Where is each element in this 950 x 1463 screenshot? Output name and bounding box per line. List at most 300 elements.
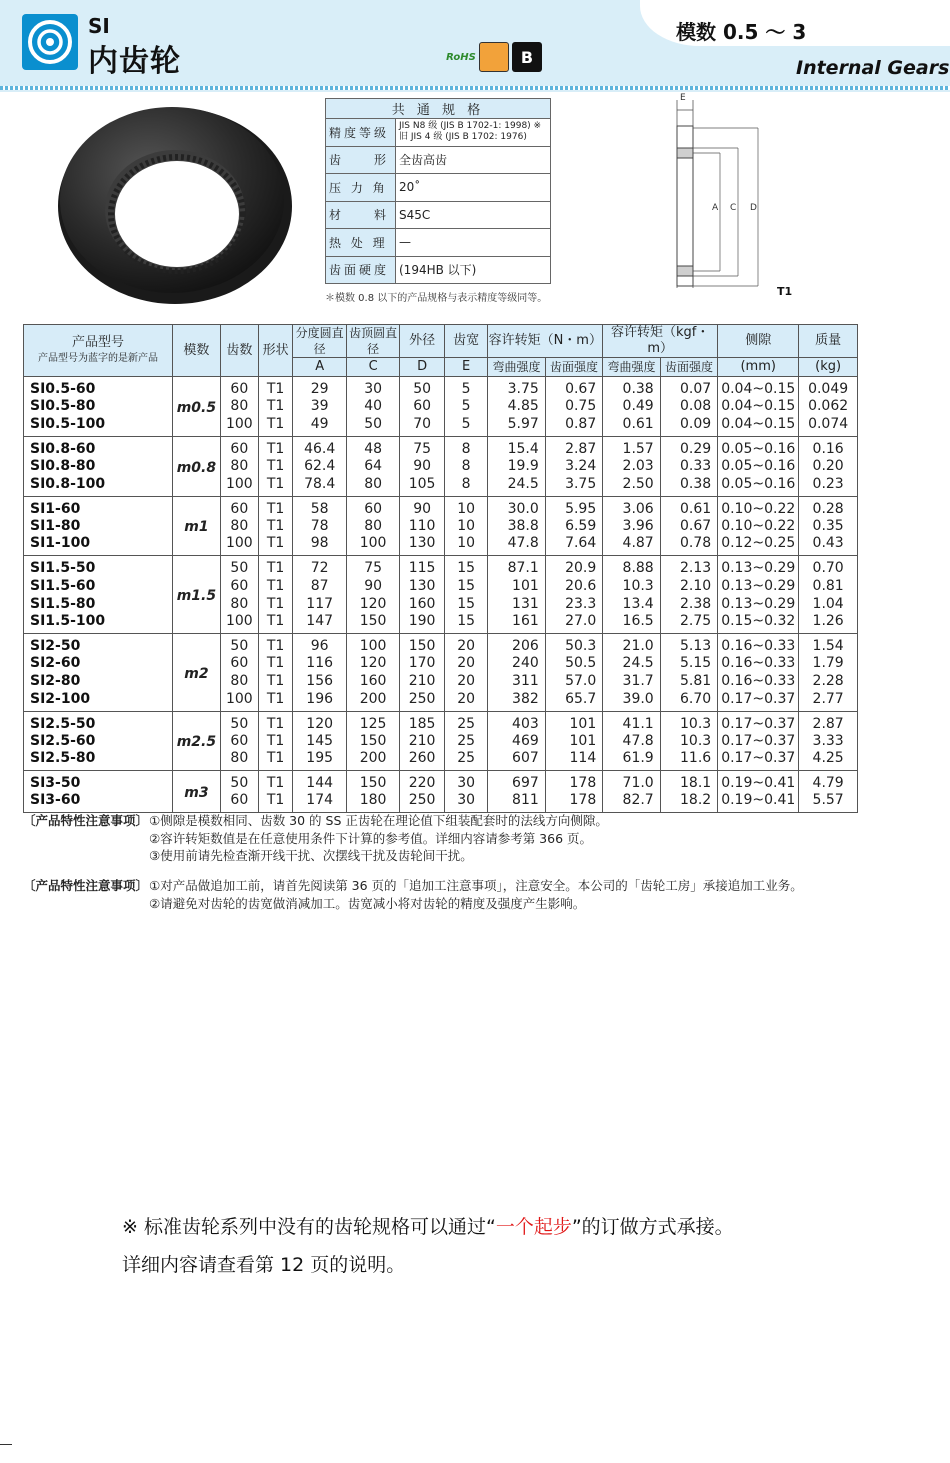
table-cell: 8 (444, 458, 487, 476)
table-cell: 0.70 (799, 556, 858, 578)
table-cell: 1.57 (603, 436, 660, 458)
table-cell: 23.3 (545, 595, 602, 613)
table-cell: 0.16~0.33 (718, 673, 799, 691)
table-cell: 8 (444, 476, 487, 497)
table-cell: T1 (258, 655, 293, 673)
table-row (24, 750, 858, 771)
table-cell: 101 (545, 711, 602, 733)
table-cell: 15.4 (488, 436, 545, 458)
col-model-label: 产品型号 (71, 334, 124, 350)
table-cell: 18.2 (660, 792, 717, 813)
table-cell: 101 (545, 733, 602, 751)
table-cell: 0.20 (799, 458, 858, 476)
col-tip: 齿顶圆直径 (346, 325, 399, 358)
table-cell: 2.50 (603, 476, 660, 497)
table-cell: 80 (346, 518, 399, 536)
table-cell: 115 (400, 556, 445, 578)
table-cell: 130 (400, 535, 445, 556)
module-cell: m3 (172, 771, 220, 813)
table-cell: T1 (258, 771, 293, 793)
spec-key: 压 力 角 (326, 174, 396, 202)
table-cell: 71.0 (603, 771, 660, 793)
table-cell: T1 (258, 633, 293, 655)
table-cell: 5 (444, 398, 487, 416)
table-cell: 178 (545, 792, 602, 813)
table-cell: 100 (220, 416, 258, 437)
table-row (24, 673, 858, 691)
table-cell: 206 (488, 633, 545, 655)
table-cell: 130 (400, 577, 445, 595)
table-cell: 2.10 (660, 577, 717, 595)
col-model-note: 产品型号为蓝字的是新产品 (37, 352, 158, 364)
table-cell: 200 (346, 750, 399, 771)
table-cell: 0.10~0.22 (718, 518, 799, 536)
table-cell: 29 (293, 377, 347, 399)
model-cell: SI1.5-60 (24, 577, 173, 595)
table-cell: 20.6 (545, 577, 602, 595)
dim-label-e: E (680, 93, 686, 103)
table-cell: 58 (293, 496, 347, 518)
table-cell: 50.5 (545, 655, 602, 673)
model-cell: SI1-100 (24, 535, 173, 556)
table-cell: 100 (220, 535, 258, 556)
table-cell: 4.85 (488, 398, 545, 416)
model-cell: SI0.8-60 (24, 436, 173, 458)
table-cell: 2.77 (799, 691, 858, 712)
table-cell: 0.38 (603, 377, 660, 399)
table-cell: 147 (293, 613, 347, 634)
col-mass: 质量 (799, 325, 858, 358)
table-cell: 0.13~0.29 (718, 595, 799, 613)
table-cell: 210 (400, 733, 445, 751)
table-cell: 27.0 (545, 613, 602, 634)
table-cell: 0.19~0.41 (718, 771, 799, 793)
table-cell: 0.17~0.37 (718, 691, 799, 712)
table-cell: 0.49 (603, 398, 660, 416)
product-table-body (24, 377, 858, 813)
b-mark-icon: B (512, 42, 542, 72)
table-cell: 11.6 (660, 750, 717, 771)
table-cell: 0.12~0.25 (718, 535, 799, 556)
table-cell: 150 (346, 733, 399, 751)
table-cell: 0.05~0.16 (718, 458, 799, 476)
type-label: T1 (777, 285, 793, 298)
col-teeth: 齿数 (220, 325, 258, 377)
table-row (24, 535, 858, 556)
table-cell: 0.049 (799, 377, 858, 399)
table-cell: T1 (258, 518, 293, 536)
header-divider (0, 86, 950, 90)
table-cell: T1 (258, 436, 293, 458)
table-cell: 0.43 (799, 535, 858, 556)
gear-photo (50, 98, 300, 308)
table-cell: 3.33 (799, 733, 858, 751)
table-cell: 30 (444, 771, 487, 793)
col-surface-kgf: 齿面强度 (660, 358, 717, 377)
table-cell: 0.09 (660, 416, 717, 437)
table-cell: T1 (258, 613, 293, 634)
table-cell: 10.3 (660, 711, 717, 733)
spec-value: JIS N8 级 (JIS B 1702-1: 1998) ※ 旧 JIS 4 级 (JIS B 1702: 1976) (396, 119, 551, 147)
table-cell: 250 (400, 792, 445, 813)
spec-value: 全齿高齿 (396, 146, 551, 174)
table-cell: 61.9 (603, 750, 660, 771)
table-cell: 2.28 (799, 673, 858, 691)
table-cell: 5.97 (488, 416, 545, 437)
module-cell: m2 (172, 633, 220, 711)
model-cell: SI1.5-50 (24, 556, 173, 578)
note-line: ③使用前请先检查渐开线干扰、次摆线干扰及齿轮间干扰。 (149, 848, 473, 863)
table-cell: 105 (400, 476, 445, 497)
table-cell: 80 (346, 476, 399, 497)
table-cell: 87.1 (488, 556, 545, 578)
table-cell: 0.04~0.15 (718, 398, 799, 416)
table-cell: 5.81 (660, 673, 717, 691)
table-cell: 469 (488, 733, 545, 751)
table-cell: 5.13 (660, 633, 717, 655)
table-cell: 100 (220, 613, 258, 634)
table-cell: 100 (220, 691, 258, 712)
spec-key: 材 料 (326, 201, 396, 229)
table-cell: 50 (400, 377, 445, 399)
table-cell: 60 (220, 655, 258, 673)
table-cell: 0.87 (545, 416, 602, 437)
table-cell: T1 (258, 595, 293, 613)
table-cell: 87 (293, 577, 347, 595)
table-cell: 160 (400, 595, 445, 613)
table-row (24, 476, 858, 497)
table-cell: T1 (258, 691, 293, 712)
table-cell: 5.15 (660, 655, 717, 673)
model-cell: SI0.5-60 (24, 377, 173, 399)
table-cell: 0.35 (799, 518, 858, 536)
table-cell: 210 (400, 673, 445, 691)
badge-row (446, 42, 542, 72)
table-cell: 131 (488, 595, 545, 613)
table-cell: 0.33 (660, 458, 717, 476)
spec-value: S45C (396, 201, 551, 229)
spec-key: 热 处 理 (326, 229, 396, 257)
table-cell: 178 (545, 771, 602, 793)
table-cell: 0.16 (799, 436, 858, 458)
table-cell: T1 (258, 458, 293, 476)
table-cell: 90 (400, 496, 445, 518)
table-cell: 41.1 (603, 711, 660, 733)
table-cell: 0.13~0.29 (718, 577, 799, 595)
table-cell: 101 (488, 577, 545, 595)
table-cell: 200 (346, 691, 399, 712)
table-cell: 811 (488, 792, 545, 813)
table-cell: 2.75 (660, 613, 717, 634)
table-row (24, 711, 858, 733)
footer-text: ※ 标准齿轮系列中没有的齿轮规格可以通过“ (122, 1216, 496, 1238)
table-row (24, 771, 858, 793)
table-cell: T1 (258, 476, 293, 497)
table-cell: 180 (346, 792, 399, 813)
table-cell: 20 (444, 633, 487, 655)
footer-line-2: 详细内容请查看第 12 页的说明。 (122, 1254, 406, 1276)
table-cell: 72 (293, 556, 347, 578)
table-row (24, 633, 858, 655)
table-cell: 39.0 (603, 691, 660, 712)
col-module: 模数 (172, 325, 220, 377)
model-cell: SI0.5-80 (24, 398, 173, 416)
product-table (23, 324, 858, 813)
common-spec-table (325, 98, 551, 284)
table-cell: 47.8 (488, 535, 545, 556)
module-cell: m0.5 (172, 377, 220, 437)
table-cell: 116 (293, 655, 347, 673)
table-cell: 30.0 (488, 496, 545, 518)
col-backlash-unit: (mm) (718, 358, 799, 377)
table-cell: T1 (258, 556, 293, 578)
model-cell: SI2-100 (24, 691, 173, 712)
note-line: ②容许转矩数值是在任意使用条件下计算的参考值。详细内容请参考第 366 页。 (149, 830, 593, 846)
table-cell: 145 (293, 733, 347, 751)
col-mass-unit: (kg) (799, 358, 858, 377)
footer-highlight: 一个起步 (495, 1216, 572, 1238)
table-cell: 18.1 (660, 771, 717, 793)
table-cell: 0.074 (799, 416, 858, 437)
model-cell: SI2.5-80 (24, 750, 173, 771)
model-cell: SI3-60 (24, 792, 173, 813)
model-cell: SI2-60 (24, 655, 173, 673)
footer-note (122, 1208, 734, 1284)
table-row (24, 577, 858, 595)
table-row (24, 556, 858, 578)
table-cell: T1 (258, 398, 293, 416)
table-cell: 30 (444, 792, 487, 813)
model-cell: SI0.8-80 (24, 458, 173, 476)
table-cell: 50 (220, 711, 258, 733)
table-cell: 0.05~0.16 (718, 476, 799, 497)
table-cell: 65.7 (545, 691, 602, 712)
table-cell: 311 (488, 673, 545, 691)
table-row (24, 613, 858, 634)
model-cell: SI0.5-100 (24, 416, 173, 437)
table-cell: 0.13~0.29 (718, 556, 799, 578)
table-cell: 48 (346, 436, 399, 458)
table-row (24, 496, 858, 518)
col-shape: 形状 (258, 325, 293, 377)
table-cell: 0.16~0.33 (718, 633, 799, 655)
table-cell: T1 (258, 535, 293, 556)
table-cell: 120 (293, 711, 347, 733)
table-cell: 19.9 (488, 458, 545, 476)
table-row (24, 691, 858, 712)
table-cell: 96 (293, 633, 347, 655)
table-cell: 5.57 (799, 792, 858, 813)
table-cell: 8 (444, 436, 487, 458)
table-cell: T1 (258, 496, 293, 518)
table-cell: 80 (220, 750, 258, 771)
table-cell: 30 (346, 377, 399, 399)
table-cell: 20 (444, 655, 487, 673)
table-cell: 0.61 (603, 416, 660, 437)
footer-text: ”的订做方式承接。 (571, 1216, 734, 1238)
table-cell: 7.64 (545, 535, 602, 556)
col-torque-kgf: 容许转矩（kgf・m） (603, 325, 718, 358)
table-cell: 75 (400, 436, 445, 458)
table-cell: 10.3 (603, 577, 660, 595)
english-title: Internal Gears (796, 57, 950, 79)
table-cell: 50 (220, 556, 258, 578)
table-cell: 25 (444, 733, 487, 751)
table-cell: 0.67 (660, 518, 717, 536)
col-outer: 外径 (400, 325, 445, 358)
table-cell: 4.87 (603, 535, 660, 556)
table-cell: 40 (346, 398, 399, 416)
table-cell: 80 (220, 673, 258, 691)
table-cell: 0.17~0.37 (718, 750, 799, 771)
table-cell: 3.75 (545, 476, 602, 497)
col-bending-kgf: 弯曲强度 (603, 358, 660, 377)
table-cell: 78.4 (293, 476, 347, 497)
table-cell: 0.78 (660, 535, 717, 556)
table-cell: 60 (220, 436, 258, 458)
table-cell: 185 (400, 711, 445, 733)
table-cell: 6.70 (660, 691, 717, 712)
table-cell: T1 (258, 792, 293, 813)
table-cell: 78 (293, 518, 347, 536)
table-cell: 24.5 (603, 655, 660, 673)
table-cell: T1 (258, 750, 293, 771)
table-cell: 57.0 (545, 673, 602, 691)
table-cell: 8.88 (603, 556, 660, 578)
table-cell: 0.38 (660, 476, 717, 497)
series-code: SI (88, 14, 110, 38)
table-cell: 15 (444, 613, 487, 634)
table-cell: 80 (220, 595, 258, 613)
rohs-icon: RoHS (446, 51, 476, 63)
col-width-sym: E (444, 358, 487, 377)
table-cell: 382 (488, 691, 545, 712)
table-cell: 0.04~0.15 (718, 377, 799, 399)
table-cell: 2.38 (660, 595, 717, 613)
table-cell: T1 (258, 673, 293, 691)
footer-line-1 (122, 1208, 734, 1246)
table-cell: 3.96 (603, 518, 660, 536)
table-cell: 2.87 (799, 711, 858, 733)
table-cell: 60 (220, 496, 258, 518)
table-cell: 0.29 (660, 436, 717, 458)
table-cell: 60 (400, 398, 445, 416)
table-cell: 0.07 (660, 377, 717, 399)
table-cell: 15 (444, 556, 487, 578)
notes-machining (23, 877, 928, 917)
table-cell: 174 (293, 792, 347, 813)
table-cell: 80 (220, 398, 258, 416)
table-cell: 80 (220, 518, 258, 536)
table-row (24, 436, 858, 458)
col-model (24, 325, 173, 377)
table-row (24, 377, 858, 399)
model-cell: SI1.5-100 (24, 613, 173, 634)
table-cell: 0.17~0.37 (718, 733, 799, 751)
col-pitch-sym: A (293, 358, 347, 377)
table-cell: 250 (400, 691, 445, 712)
table-cell: T1 (258, 577, 293, 595)
series-logo-icon (22, 14, 78, 70)
model-cell: SI2-50 (24, 633, 173, 655)
spec-value: (194HB 以下) (396, 256, 551, 284)
model-cell: SI1.5-80 (24, 595, 173, 613)
table-cell: 25 (444, 711, 487, 733)
page-edge-mark (0, 1444, 12, 1445)
table-cell: 1.54 (799, 633, 858, 655)
table-cell: 90 (400, 458, 445, 476)
table-cell: T1 (258, 733, 293, 751)
table-cell: 0.10~0.22 (718, 496, 799, 518)
table-cell: 260 (400, 750, 445, 771)
notes-characteristics (23, 812, 928, 867)
table-cell: 0.23 (799, 476, 858, 497)
table-row (24, 595, 858, 613)
table-cell: 10 (444, 496, 487, 518)
table-cell: 50 (346, 416, 399, 437)
table-cell: 196 (293, 691, 347, 712)
module-range: 模数 0.5 ～ 3 (676, 20, 807, 44)
spec-title: 共 通 规 格 (326, 99, 551, 119)
table-cell: 0.062 (799, 398, 858, 416)
table-cell: 100 (220, 476, 258, 497)
table-cell: 120 (346, 595, 399, 613)
note-line: ②请避免对齿轮的齿宽做消减加工。齿宽减小将对齿轮的精度及强度产生影响。 (149, 895, 586, 911)
table-cell: 82.7 (603, 792, 660, 813)
table-cell: 0.75 (545, 398, 602, 416)
table-cell: 60 (220, 733, 258, 751)
table-cell: 80 (220, 458, 258, 476)
table-row (24, 733, 858, 751)
col-bending-nm: 弯曲强度 (488, 358, 545, 377)
table-cell: 6.59 (545, 518, 602, 536)
model-cell: SI2-80 (24, 673, 173, 691)
table-cell: 3.06 (603, 496, 660, 518)
table-cell: 1.04 (799, 595, 858, 613)
table-row (24, 458, 858, 476)
table-cell: 117 (293, 595, 347, 613)
note-line: ①对产品做追加工前，请首先阅读第 36 页的「追加工注意事项」，注意安全。本公司的「齿轮工房」承接追加工业务。 (149, 878, 803, 893)
table-cell: 49 (293, 416, 347, 437)
table-cell: 0.04~0.15 (718, 416, 799, 437)
table-cell: 75 (346, 556, 399, 578)
table-cell: 60 (346, 496, 399, 518)
table-cell: 110 (400, 518, 445, 536)
table-cell: 3.24 (545, 458, 602, 476)
table-cell: 120 (346, 655, 399, 673)
table-cell: T1 (258, 711, 293, 733)
table-cell: 0.28 (799, 496, 858, 518)
table-cell: 20 (444, 691, 487, 712)
table-cell: 0.16~0.33 (718, 655, 799, 673)
table-cell: 20 (444, 673, 487, 691)
spec-value: 20˚ (396, 174, 551, 202)
table-cell: 100 (346, 633, 399, 655)
material-icon (479, 42, 509, 72)
table-cell: 60 (220, 577, 258, 595)
col-surface-nm: 齿面强度 (545, 358, 602, 377)
table-row (24, 655, 858, 673)
table-cell: 25 (444, 750, 487, 771)
module-cell: m1.5 (172, 556, 220, 634)
module-cell: m2.5 (172, 711, 220, 771)
table-cell: 0.08 (660, 398, 717, 416)
table-cell: 0.19~0.41 (718, 792, 799, 813)
module-cell: m0.8 (172, 436, 220, 496)
table-cell: 3.75 (488, 377, 545, 399)
model-cell: SI0.8-100 (24, 476, 173, 497)
model-cell: SI3-50 (24, 771, 173, 793)
